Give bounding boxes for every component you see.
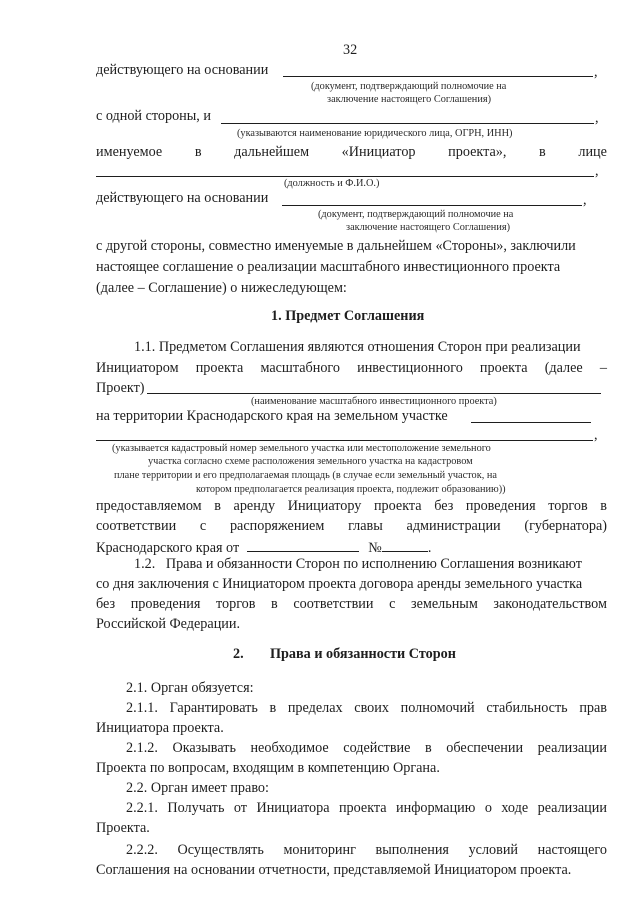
trailing-comma-5: , <box>594 427 598 443</box>
document-note-2a: (документ, подтверждающий полномочие на <box>318 209 514 220</box>
document-note-1b: заключение настоящего Соглашения) <box>327 94 491 105</box>
paragraph-1-2-line-4: Российской Федерации. <box>96 616 241 632</box>
paragraph-1-2-line-1: 1.2. Права и обязанности Сторон по исполнению Соглашения возникают <box>134 556 582 572</box>
word: проекта <box>195 360 244 376</box>
word: от <box>233 800 247 816</box>
provided-line-1 <box>96 498 607 515</box>
fill-line-position <box>96 176 594 177</box>
paragraph-2-2-2-line-1 <box>126 842 607 859</box>
document-note-1a: (документ, подтверждающий полномочие на <box>311 81 507 92</box>
word: 2.2.1. <box>126 800 158 816</box>
word: мониторинг <box>283 842 356 858</box>
word: содействие <box>343 740 411 756</box>
word: в <box>269 700 277 716</box>
word: информацию <box>396 800 476 816</box>
trailing-comma-1: , <box>594 64 598 80</box>
word: дальнейшем <box>234 144 310 160</box>
word: (губернатора) <box>524 518 607 534</box>
paragraph-2-1: 2.1. Орган обязуется: <box>126 680 254 696</box>
word: главы <box>348 518 383 534</box>
one-side-text: с одной стороны, и <box>96 108 211 124</box>
paragraph-2-1-1-line-1 <box>126 700 607 717</box>
word: аренду <box>233 498 276 514</box>
fill-line-legal-entity <box>221 123 594 124</box>
paragraph-1-1-line-1: 1.1. Предметом Соглашения являются отношения Сторон при реализации <box>134 339 581 355</box>
word: лице <box>578 144 607 160</box>
word: соответствии <box>96 518 177 534</box>
word: в <box>424 740 432 756</box>
word: соответствии <box>293 596 374 612</box>
word: (далее <box>544 360 583 376</box>
word: торгов <box>548 498 588 514</box>
fill-line-project-name <box>147 393 601 394</box>
word: полномочий <box>400 700 475 716</box>
word: реализации <box>537 800 607 816</box>
word: пределах <box>287 700 343 716</box>
period: . <box>427 540 432 556</box>
legal-entity-note: (указываются наименование юридического лица, ОГРН, ИНН) <box>237 128 513 139</box>
word: условий <box>468 842 519 858</box>
word: 2.1.1. <box>126 700 158 716</box>
acting-basis-text-1: действующего на основании <box>96 62 269 78</box>
paragraph-2-1-1-line-2: Инициатора проекта. <box>96 720 224 736</box>
word: Оказывать <box>172 740 236 756</box>
paragraph-2-2-2-line-2: Соглашения на основании отчетности, представляемой Инициатором проекта. <box>96 862 572 878</box>
trailing-comma-4: , <box>583 192 587 208</box>
word: Осуществлять <box>177 842 264 858</box>
krai-from-text: Краснодарского края от <box>96 540 240 556</box>
word: проведения <box>465 498 536 514</box>
word: распоряжением <box>229 518 325 534</box>
paragraph-2-2-1-line-1 <box>126 800 607 817</box>
paragraph-1-1-line-2 <box>96 360 607 377</box>
paragraph-1-1-line-3: Проект) <box>96 380 145 396</box>
word: без <box>434 498 454 514</box>
word: прав <box>579 700 607 716</box>
paragraph-2-1-2-line-1 <box>126 740 607 757</box>
word: стабильность <box>486 700 568 716</box>
trailing-comma-2: , <box>595 110 599 126</box>
word: в <box>539 144 546 160</box>
word: в <box>600 498 607 514</box>
word: проекта <box>373 498 422 514</box>
section-1-heading: 1. Предмет Соглашения <box>271 308 425 324</box>
territory-line: на территории Краснодарского края на земельном участке <box>96 408 448 424</box>
cadastral-note-1: (указывается кадастровый номер земельного участка или местоположение земельного <box>112 443 491 454</box>
word: проекта», <box>448 144 507 160</box>
fill-line-cadastral <box>96 440 593 441</box>
paragraph-2-1-2-line-2: Проекта по вопросам, входящим в компетенцию Органа. <box>96 760 440 776</box>
decree-date-line <box>96 538 431 557</box>
word: законодательством <box>493 596 607 612</box>
word: масштабного <box>260 360 340 376</box>
paragraph-1-2-line-2: со дня заключения с Инициатором проекта договора аренды земельного участка <box>96 576 583 592</box>
document-note-2b: заключение настоящего Соглашения) <box>346 222 510 233</box>
word: Инициатора <box>256 800 330 816</box>
word: в <box>194 144 202 160</box>
word: Инициатором <box>96 360 179 376</box>
word: инвестиционного <box>357 360 463 376</box>
other-side-line-3: (далее – Соглашение) о нижеследующем: <box>96 280 347 296</box>
word: выполнения <box>375 842 449 858</box>
page-number: 32 <box>343 42 358 58</box>
word: с <box>389 596 396 612</box>
word: с <box>199 518 207 534</box>
word: своих <box>354 700 389 716</box>
word: – <box>599 360 607 376</box>
word: 2.2.2. <box>126 842 158 858</box>
word: «Инициатор <box>341 144 416 160</box>
word: необходимое <box>250 740 329 756</box>
word: земельным <box>410 596 478 612</box>
number-sign: № <box>368 540 382 556</box>
acting-basis-text-2: действующего на основании <box>96 190 269 206</box>
word: реализации <box>537 740 607 756</box>
word: проекта <box>479 360 528 376</box>
fill-line-acting-basis-1 <box>283 76 593 77</box>
word: в <box>271 596 278 612</box>
word: 2.1.2. <box>126 740 158 756</box>
fill-line-land-plot <box>471 422 591 423</box>
word: ходе <box>501 800 529 816</box>
word: торгов <box>216 596 256 612</box>
paragraph-2-2-1-line-2: Проекта. <box>96 820 150 836</box>
other-side-line-2: настоящее соглашение о реализации масштабного инвестиционного проекта <box>96 259 561 275</box>
cadastral-note-4: котором предполагается реализация проекта, подлежит образованию)) <box>196 484 506 495</box>
position-note: (должность и Ф.И.О.) <box>284 178 380 189</box>
paragraph-1-2-line-3 <box>96 596 607 613</box>
section-2-heading-number: 2. <box>233 646 244 662</box>
word: проведения <box>130 596 201 612</box>
word: именуемое <box>96 144 163 160</box>
word: о <box>484 800 492 816</box>
word: в <box>214 498 221 514</box>
word: настоящего <box>537 842 607 858</box>
named-initiator-line <box>96 144 607 161</box>
fill-line-decree-date <box>247 538 359 552</box>
fill-line-decree-number <box>382 538 428 552</box>
word: предоставляемом <box>96 498 202 514</box>
paragraph-2-2: 2.2. Орган имеет право: <box>126 780 269 796</box>
other-side-line-1: с другой стороны, совместно именуемые в дальнейшем «Стороны», заключили <box>96 238 576 254</box>
word: администрации <box>406 518 501 534</box>
cadastral-note-3: плане территории и его предполагаемая площадь (в случае если земельный участок, на <box>114 470 497 481</box>
project-name-note: (наименование масштабного инвестиционного проекта) <box>251 396 497 407</box>
word: обеспечении <box>446 740 524 756</box>
cadastral-note-2: участка согласно схеме расположения земельного участка на кадастровом <box>148 456 473 467</box>
word: Гарантировать <box>169 700 258 716</box>
word: без <box>96 596 116 612</box>
trailing-comma-3: , <box>595 163 599 179</box>
word: Инициатору <box>287 498 362 514</box>
word: проекта <box>338 800 387 816</box>
word: Получать <box>167 800 225 816</box>
provided-line-2 <box>96 518 607 535</box>
fill-line-acting-basis-2 <box>282 205 582 206</box>
section-2-heading: Права и обязанности Сторон <box>270 646 456 662</box>
